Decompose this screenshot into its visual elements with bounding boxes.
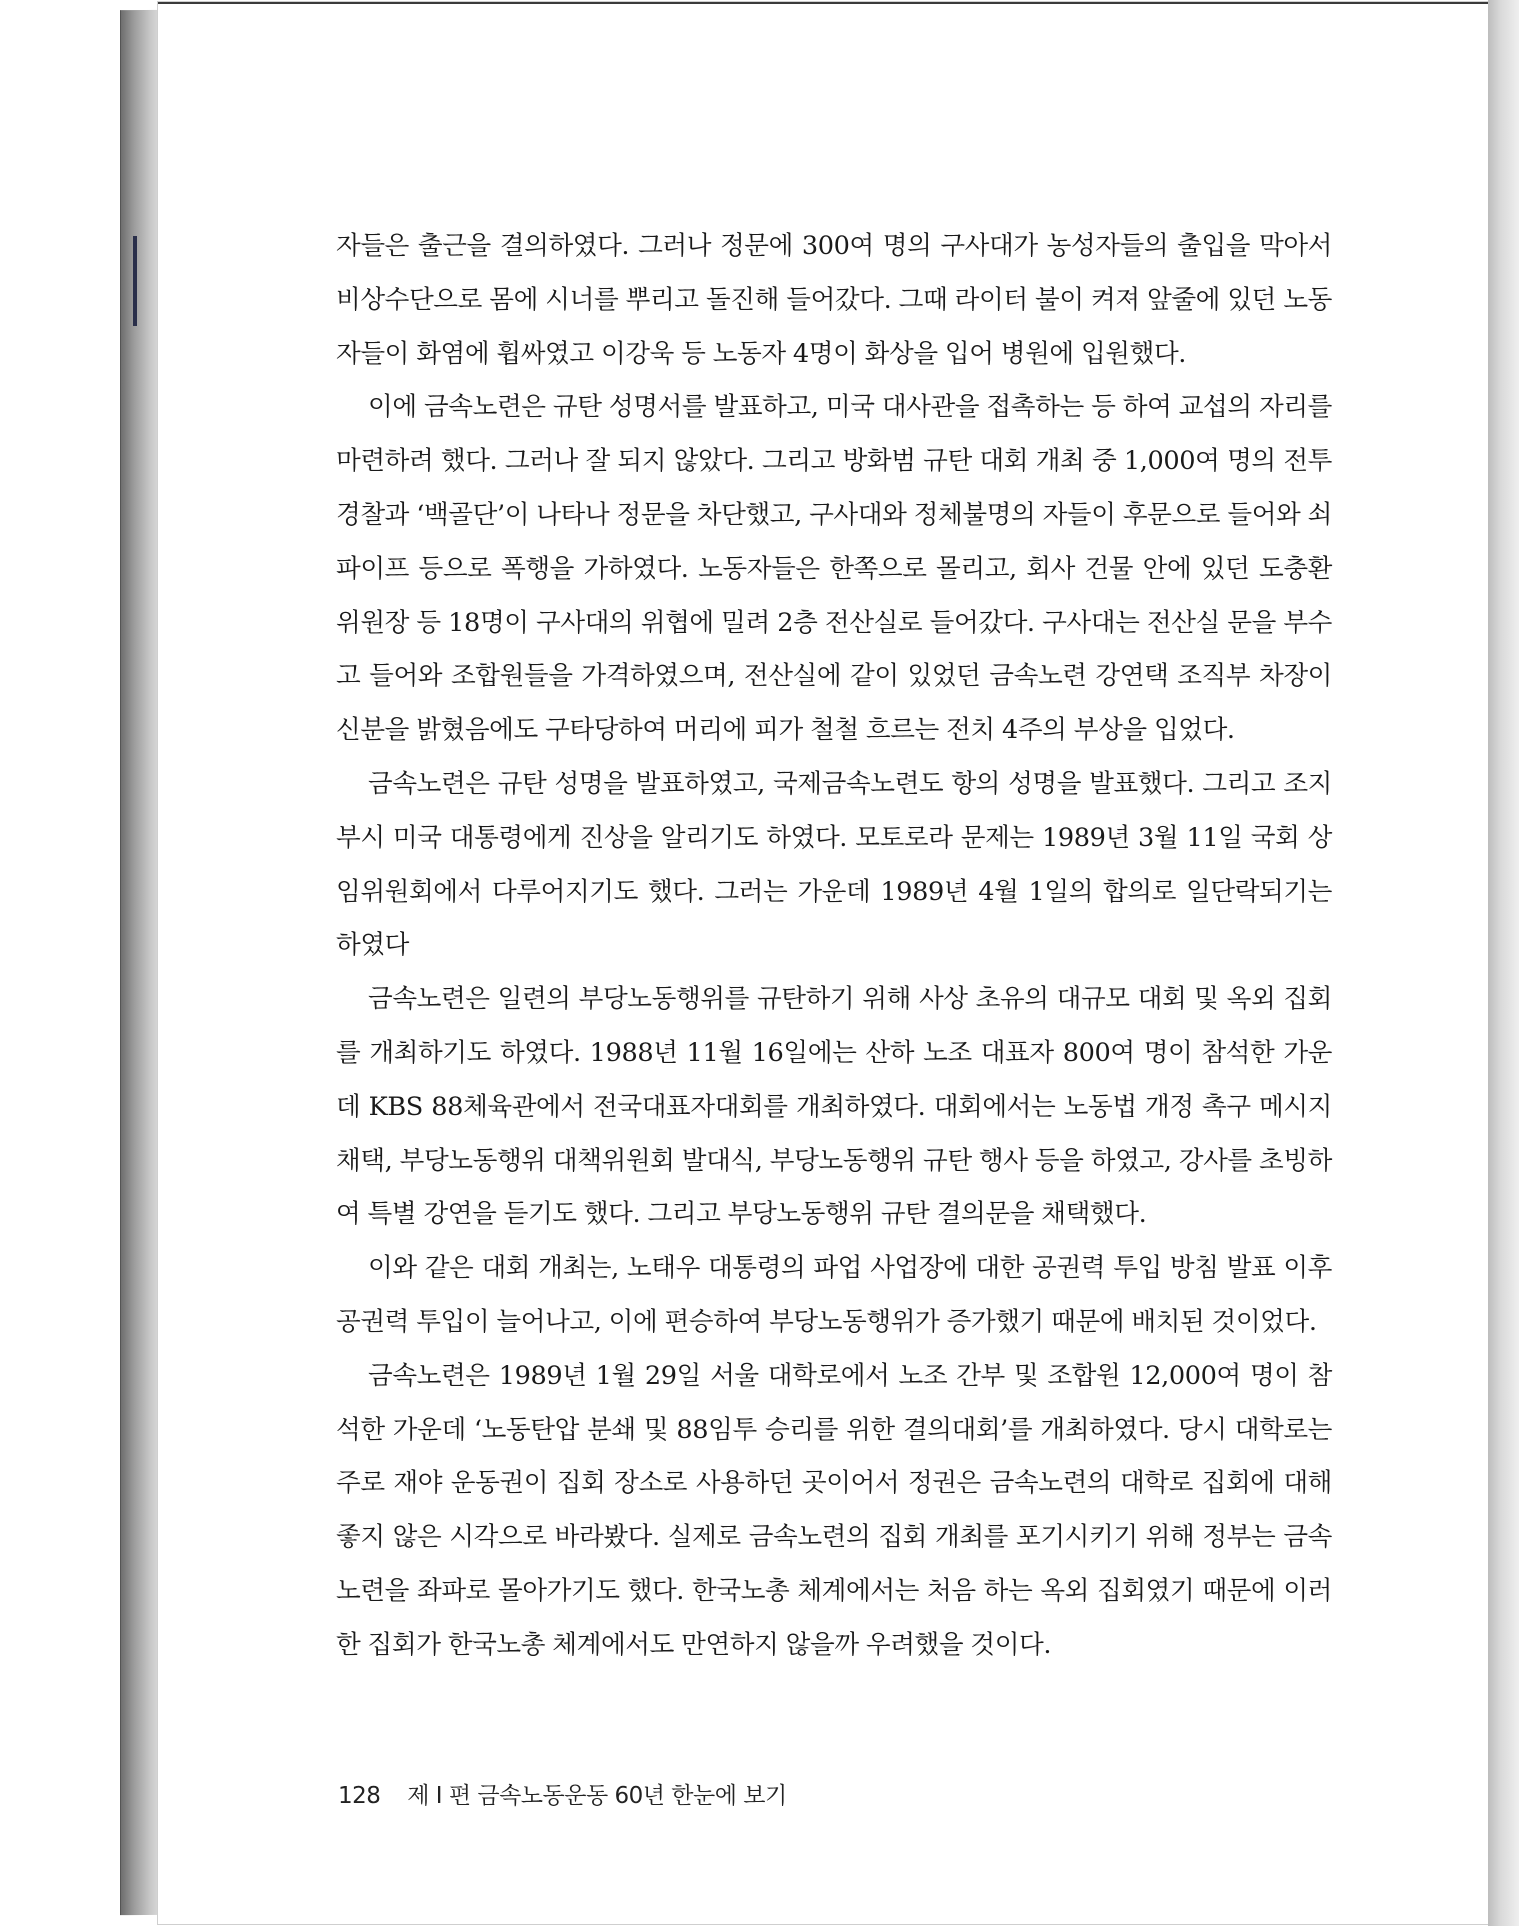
paragraph-4: 금속노련은 일련의 부당노동행위를 규탄하기 위해 사상 초유의 대규모 대회 및 옥외 집회를 개최하기도 하였다. 1988년 11월 16일에는 산하 노조 대표자 800여 명이 참석한 가운데 KBS 88체육관에서 전국대표자대회를 개최하였다. 대회에서는 노동법 개정 촉구 메시지 채택, 부당노동행위 대책위원회 발대식, 부당노동행위 규탄 행사 등을 하였고, 강사를 초빙하여 특별 강연을 듣기도 했다. 그리고 부당노동행위 규탄 결의문을 채택했다. (336, 984, 1332, 1230)
page-footer (338, 1777, 787, 1810)
page-edge-shadow (1488, 0, 1519, 1926)
paragraph-1: 자들은 출근을 결의하였다. 그러나 정문에 300여 명의 구사대가 농성자들의 출입을 막아서 비상수단으로 몸에 시너를 뿌리고 돌진해 들어갔다. 그때 라이터 불이 켜져 앞줄에 있던 노동자들이 화염에 휩싸였고 이강욱 등 노동자 4명이 화상을 입어 병원에 입원했다. (336, 231, 1332, 369)
paragraph-5: 이와 같은 대회 개최는, 노태우 대통령의 파업 사업장에 대한 공권력 투입 방침 발표 이후 공권력 투입이 늘어나고, 이에 편승하여 부당노동행위가 증가했기 때문에 배치된 것이었다. (336, 1253, 1332, 1337)
running-title: 제 I 편 금속노동운동 60년 한눈에 보기 (407, 1783, 787, 1809)
paragraph-6: 금속노련은 1989년 1월 29일 서울 대학로에서 노조 간부 및 조합원 12,000여 명이 참석한 가운데 ‘노동탄압 분쇄 및 88임투 승리를 위한 결의대회’를 개최하였다. 당시 대학로는 주로 재야 운동권이 집회 장소로 사용하던 곳이어서 정권은 금속노련의 대학로 집회에 대해 좋지 않은 시각으로 바라봤다. 실제로 금속노련의 집회 개최를 포기시키기 위해 정부는 금속노련을 좌파로 몰아가기도 했다. 한국노총 체계에서는 처음 하는 옥외 집회였기 때문에 이러한 집회가 한국노총 체계에서도 만연하지 않을까 우려했을 것이다. (336, 1360, 1332, 1660)
spine-mark (133, 236, 137, 326)
book-spine (120, 10, 163, 1915)
page-number: 128 (338, 1783, 381, 1809)
paragraph-3: 금속노련은 규탄 성명을 발표하였고, 국제금속노련도 항의 성명을 발표했다. 그리고 조지 부시 미국 대통령에게 진상을 알리기도 하였다. 모토로라 문제는 1989년 3월 11일 국회 상임위원회에서 다루어지기도 했다. 그러는 가운데 1989년 4월 1일의 합의로 일단락되기는 하였다 (336, 768, 1332, 961)
paragraph-2: 이에 금속노련은 규탄 성명서를 발표하고, 미국 대사관을 접촉하는 등 하여 교섭의 자리를 마련하려 했다. 그러나 잘 되지 않았다. 그리고 방화범 규탄 대회 개최 중 1,000여 명의 전투 경찰과 ‘백골단’이 나타나 정문을 차단했고, 구사대와 정체불명의 자들이 후문으로 들어와 쇠 파이프 등으로 폭행을 가하였다. 노동자들은 한쪽으로 몰리고, 회사 건물 안에 있던 도충환 위원장 등 18명이 구사대의 위협에 밀려 2층 전산실로 들어갔다. 구사대는 전산실 문을 부수고 들어와 조합원들을 가격하였으며, 전산실에 같이 있었던 금속노련 강연택 조직부 차장이 신분을 밝혔음에도 구타당하여 머리에 피가 철철 흐르는 전치 4주의 부상을 입었다. (336, 392, 1332, 746)
body-text (336, 220, 1332, 1673)
